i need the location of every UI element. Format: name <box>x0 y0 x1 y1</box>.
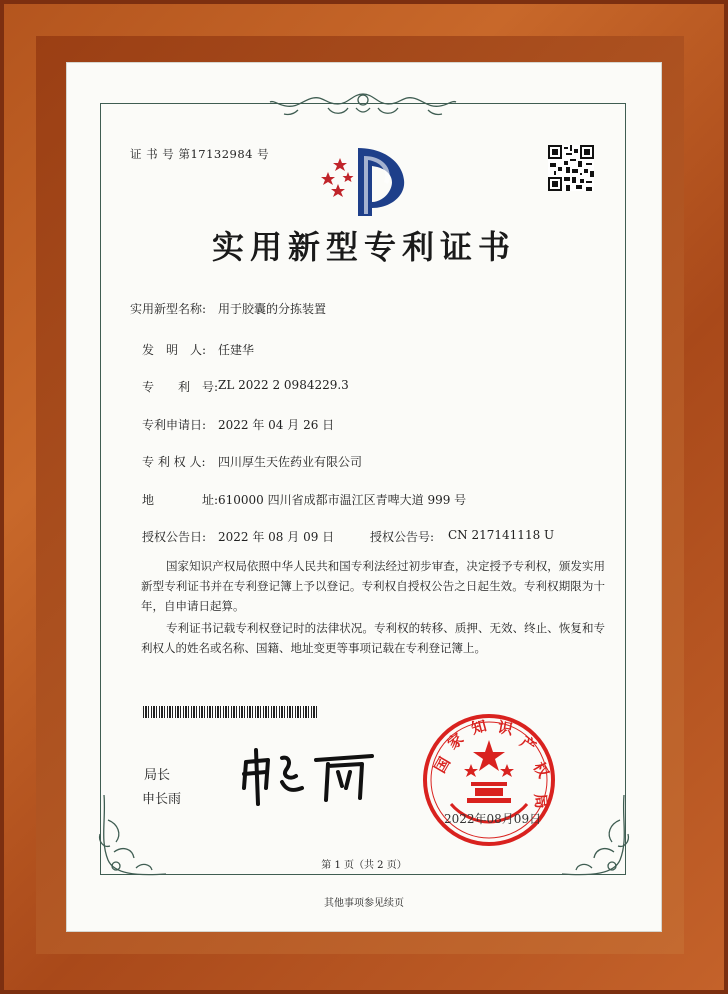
cnipa-logo-icon <box>318 142 408 222</box>
filing-date-label: 专利申请日: <box>142 418 207 432</box>
grant-number-value: CN 217141118 U <box>448 528 555 542</box>
handwritten-signature-icon <box>232 742 382 812</box>
address-value: 610000 四川省成都市温江区青啤大道 999 号 <box>218 493 467 507</box>
signature-name: 申长雨 <box>142 792 182 807</box>
svg-text:识: 识 <box>496 718 515 739</box>
seal-date: 2022年08月09日 <box>444 812 542 826</box>
body-paragraph-1: 国家知识产权局依照中华人民共和国专利法经过初步审查，决定授予专利权，颁发实用新型专利证书并在专利登记簿上予以登记。专利权自授权公告之日起生效。专利权期限为十年，自申请日起算。 <box>141 559 605 613</box>
signature-title: 局长 <box>144 768 171 783</box>
patent-number-value: ZL 2022 2 0984229.3 <box>218 378 349 392</box>
name-label: 实用新型名称: <box>130 302 207 316</box>
svg-text:局: 局 <box>531 792 551 810</box>
page-number: 第 1 页（共 2 页） <box>321 860 407 871</box>
barcode-icon <box>143 706 317 718</box>
official-seal-icon <box>421 712 557 848</box>
certificate-number: 证 书 号 第17132984 号 <box>130 147 270 161</box>
patent-number-label: 专 利 号: <box>142 380 219 394</box>
inventor-label: 发 明 人: <box>142 343 207 357</box>
patentee-value: 四川厚生天佐药业有限公司 <box>218 455 363 469</box>
qr-code-icon <box>548 145 594 191</box>
top-ornament-icon <box>268 90 458 120</box>
grant-number-label: 授权公告号: <box>370 530 435 544</box>
svg-text:国: 国 <box>430 753 454 776</box>
address-label: 地 址: <box>142 493 219 507</box>
svg-text:家: 家 <box>444 729 468 754</box>
footer-note: 其他事项参见续页 <box>324 898 404 909</box>
svg-text:产: 产 <box>516 732 540 756</box>
grant-date-label: 授权公告日: <box>142 530 207 544</box>
svg-text:知: 知 <box>469 716 489 738</box>
svg-text:权: 权 <box>529 759 553 782</box>
name-value: 用于胶囊的分拣装置 <box>218 302 327 316</box>
inventor-value: 任建华 <box>218 343 255 357</box>
page-title: 实用新型专利证书 <box>211 228 516 266</box>
body-paragraph-2: 专利证书记载专利权登记时的法律状况。专利权的转移、质押、无效、终止、恢复和专利权人的姓名或名称、国籍、地址变更等事项记载在专利登记簿上。 <box>141 621 605 655</box>
patentee-label: 专 利 权 人: <box>142 455 206 469</box>
filing-date-value: 2022 年 04 月 26 日 <box>218 418 335 432</box>
grant-date-value: 2022 年 08 月 09 日 <box>218 530 335 544</box>
